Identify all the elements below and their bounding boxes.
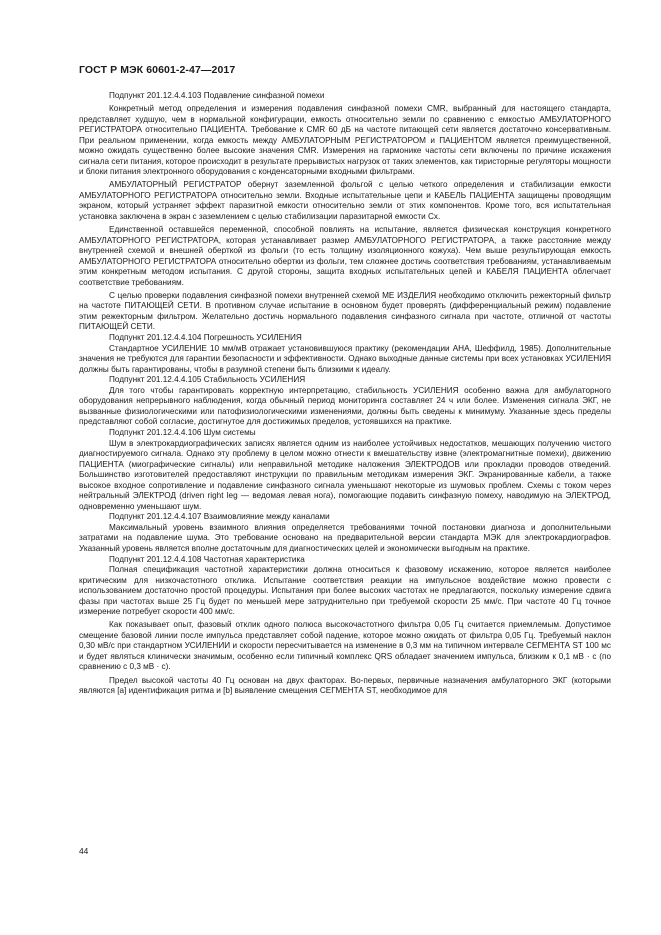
body-paragraph: Конкретный метод определения и измерения подавления синфазной помехи CMR, выбранный для настоящего стандарта, представляет худшую, чем в нормальной конфигурации, емкость относительно земли по сравнению с емкостью АМБУЛАТОРНОГО РЕГИСТРАТОРА относительно ПАЦИЕНТА. Требование к CMR 60 дБ на частоте питающей сети является достаточно консервативным. При реальном применении, когда емкость между АМБУЛАТОРНЫМ РЕГИСТРАТОРОМ и ПАЦИЕНТОМ является преимущественной, можно ожидать существенно более высокие значения CMR. Измерения на гармонике частоты сети включены по причине искажения сигнала сети питания, которое происходит в результате прерывистых нагрузок от таких элементов, как тиристорные регуляторы мощности и блоки питания электронного оборудования с конденсаторными входными фильтрами.: [79, 104, 611, 177]
body-paragraph: Предел высокой частоты 40 Гц основан на двух факторах. Во-первых, первичные назначения амбулаторного ЭКГ (которыми являются [a] идентификация ритма и [b] выявление смещения СЕГМЕНТА ST, необходимое для: [79, 675, 611, 696]
body-paragraph: Полная спецификация частотной характеристики должна относиться к фазовому искажению, которое является наиболее критическим для низкочастотного отклика. Испытание соответствия реакции на импульсное воздействие можно провести с использованием достаточно простой процедуры. Испытания при более высоких частотах не предлагаются, поскольку измерение сдвига фазы при частотах выше 25 Гц будет по меньшей мере затруднительно при требуемой скорости 25 мм/с. При частоте 40 Гц точное измерение потребует скорости 400 мм/с.: [79, 565, 611, 617]
document-header: ГОСТ Р МЭК 60601-2-47—2017: [79, 64, 236, 76]
body-paragraph: Как показывает опыт, фазовый отклик одного полюса высокочастотного фильтра 0,05 Гц считается приемлемым. Допустимое смещение базовой линии после импульса представляет собой падение, которое можно ожидать от фильтра 0,05 Гц. Требуемый наклон 0,30 мВ/с при стандартном УСИЛЕНИИ и скорости пересчитывается на изменение в 0,3 мм на типичном интервале СЕГМЕНТА ST 100 мс и будет являться клинически значимым, особенно если типичный комплекс QRS обладает значением импульса, близким к 0,1 мВ · с (по сравнению с 0,3 мВ · с).: [79, 620, 611, 672]
subclause-heading: Подпункт 201.12.4.4.105 Стабильность УСИЛЕНИЯ: [109, 375, 306, 385]
body-paragraph: АМБУЛАТОРНЫЙ РЕГИСТРАТОР обернут заземленной фольгой с целью четкого определения и стабилизации емкости АМБУЛАТОРНОГО РЕГИСТРАТОРА относительно земли. Входные испытательные цепи и КАБЕЛЬ ПАЦИЕНТА защищены проводящим экраном, который устраняет эффект паразитной емкости относительно земли от этих компонентов. Кроме того, вся испытательная установка заключена в экран с заземлением с целью стабилизации паразитарной емкости Cx.: [79, 180, 611, 222]
body-paragraph: С целью проверки подавления синфазной помехи внутренней схемой МЕ ИЗДЕЛИЯ необходимо отключить режекторный фильтр на частоте ПИТАЮЩЕЙ СЕТИ. В противном случае испытание в основном будет проверять (дифференциальный режим) подавление этим режекторным фильтром. Желательно достичь нормального подавления синфазного сигнала при частоте, отличной от частоты ПИТАЮЩЕЙ СЕТИ.: [79, 290, 611, 332]
body-paragraph: Стандартное УСИЛЕНИЕ 10 мм/мВ отражает установившуюся практику (рекомендации АНА, Шеффилд, 1985). Дополнительные значения не требуются для гарантии безопасности и эффективности. Однако выходные данные системы при всех установках УСИЛЕНИЯ должны быть гарантированы, чтобы в разумной степени быть близкими к идеалу.: [79, 343, 611, 374]
subclause-heading: Подпункт 201.12.4.4.103 Подавление синфазной помехи: [109, 91, 325, 100]
subclause-heading: Подпункт 201.12.4.4.106 Шум системы: [109, 427, 256, 437]
document-body: [79, 91, 611, 697]
subclause-heading: Подпункт 201.12.4.4.107 Взаимовлияние между каналами: [109, 512, 330, 522]
body-paragraph: Шум в электрокардиографических записях является одним из наиболее устойчивых недостатков, мешающих получению чистого диагностируемого сигнала. Однако эту проблему в целом можно отнести к вмешательству извне (электромагнитные помехи), движению ПАЦИЕНТА (миографические сигналы) или неправильной методике наложения ЭЛЕКТРОДОВ или прокладки проводов отведений. Большинство изготовителей предоставляют инструкции по правильным методикам измерения ЭКГ. Экранированные кабели, а также высокое входное сопротивление и подавление синфазного сигнала уменьшают некоторые из шумовых проблем. Схемы с током через нейтральный ЭЛЕКТРОД (driven right leg — ведомая левая нога), помогающие подавить синфазную помеху, наводимую на ЭЛЕКТРОД, одновременно уменьшают шум.: [79, 438, 611, 511]
page-number: 44: [79, 846, 89, 856]
body-paragraph: Для того чтобы гарантировать корректную интерпретацию, стабильность УСИЛЕНИЯ особенно важна для амбулаторного оборудования непрерывного наблюдения, когда обычный период мониторинга составляет 24 ч или более. Изменения сигнала ЭКГ, не вызванные физиологическими или патофизиологическими изменениями, должны быть сведены к минимуму. Указанные здесь пределы представляют собой согласие, достигнутое для достижимых пределов, устоявшихся на практике.: [79, 385, 611, 427]
body-paragraph: Единственной оставшейся переменной, способной повлиять на испытание, является физическая конструкция конкретного АМБУЛАТОРНОГО РЕГИСТРАТОРА, которая устанавливает размер АМБУЛАТОРНОГО РЕГИСТРАТОРА, а также расстояние между внутренней схемой и внешней оберткой из фольги (то есть толщину изоляционного кожуха). Чем выше результирующая емкость АМБУЛАТОРНОГО РЕГИСТРАТОРА относительно обертки из фольги, тем сложнее достичь соответствия требованиям, устанавливаемым этим конкретным методом испытания. С другой стороны, защита входных испытательных цепей и КАБЕЛЯ ПАЦИЕНТА облегчает соответствие требованиям.: [79, 225, 611, 287]
subclause-heading: Подпункт 201.12.4.4.104 Погрешность УСИЛЕНИЯ: [109, 333, 302, 343]
subclause-heading: Подпункт 201.12.4.4.108 Частотная характеристика: [109, 554, 305, 564]
body-paragraph: Максимальный уровень взаимного влияния определяется требованиями точной постановки диагноза и дополнительными затратами на подавление шума. Это требование основано на предварительной версии стандарта МЭК для электрокардиографов. Указанный уровень является вполне достаточным для диагностических целей и экономически выгодным на практике.: [79, 522, 611, 553]
